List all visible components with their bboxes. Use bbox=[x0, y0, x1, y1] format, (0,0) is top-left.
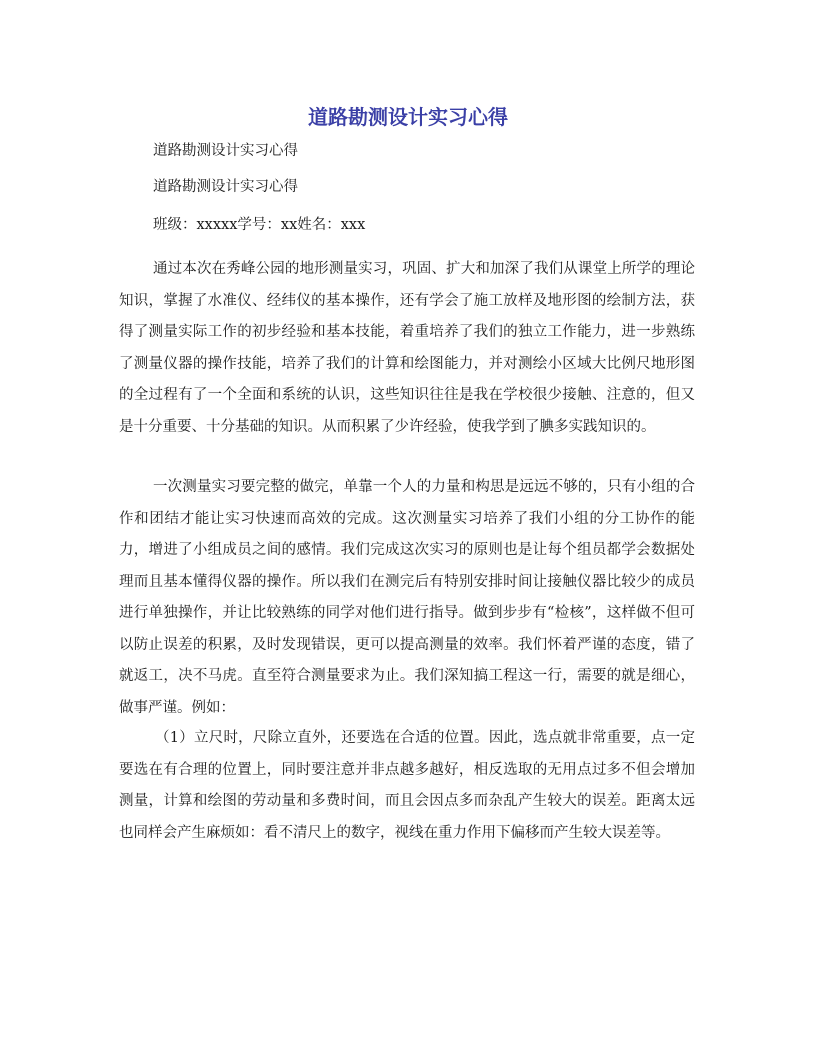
subtitle-line-2: 道路勘测设计实习心得 bbox=[153, 179, 298, 195]
body-paragraph-3: （1）立尺时，尺除立直外，还要选在合适的位置。因此，选点就非常重要，点一定要选在有合理的位置上，同时要注意并非点越多越好，相反选取的无用点过多不但会增加测量，计算和绘图的劳动量和多费时间，而且会因点多而杂乱产生较大的误差。距离太远也同样会产生麻烦如：看不清尺上的数字，视线在重力作用下偏移而产生较大误差等。 bbox=[119, 730, 695, 841]
body-paragraph-1: 通过本次在秀峰公园的地形测量实习，巩固、扩大和加深了我们从课堂上所学的理论知识，掌握了水准仪、经纬仪的基本操作，还有学会了施工放样及地形图的绘制方法，获得了测量实际工作的初步经验和基本技能，着重培养了我们的独立工作能力，进一步熟练了测量仪器的操作技能，培养了我们的计算和绘图能力，并对测绘小区域大比例尺地形图的全过程有了一个全面和系统的认识，这些知识往往是我在学校很少接触、注意的，但又是十分重要、十分基础的知识。从而积累了少许经验，使我学到了腆多实践知识的。 bbox=[119, 261, 695, 435]
document-title: 道路勘测设计实习心得 bbox=[308, 105, 508, 129]
body-paragraph-2: 一次测量实习要完整的做完，单靠一个人的力量和构思是远远不够的，只有小组的合作和团结才能让实习快速而高效的完成。这次测量实习培养了我们小组的分工协作的能力，增进了小组成员之间的感情。我们完成这次实习的原则也是让每个组员都学会数据处理而且基本懂得仪器的操作。所以我们在测完后有特别安排时间让接触仪器比较少的成员进行单独操作，并让比较熟练的同学对他们进行指导。做到步步有“检核”，这样做不但可以防止误差的积累，及时发现错误，更可以提高测量的效率。我们怀着严谨的态度，错了就返工，决不马虎。直至符合测量要求为止。我们深知搞工程这一行，需要的就是细心，做事严谨。例如： bbox=[119, 479, 695, 716]
student-info-line: 班级：xxxxx学号：xx姓名：xxx bbox=[153, 217, 366, 233]
subtitle-line-1: 道路勘测设计实习心得 bbox=[153, 143, 298, 159]
